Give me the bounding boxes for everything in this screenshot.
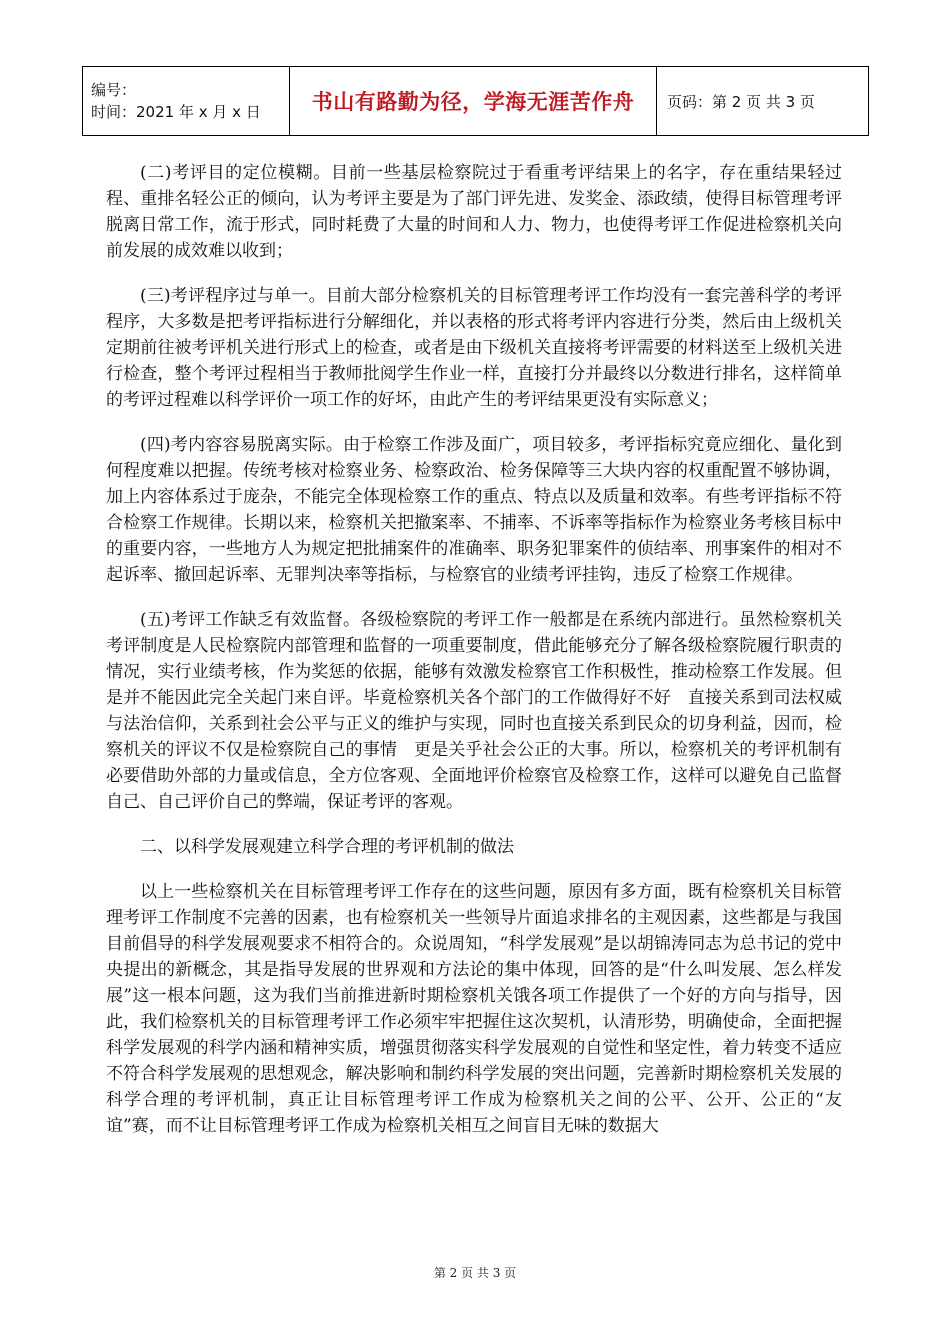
section-heading: 二、以科学发展观建立科学合理的考评机制的做法 [140, 837, 514, 857]
document-number-label: 编号： [91, 81, 137, 99]
page-footer: 第 2 页 共 3 页 [433, 1266, 517, 1280]
paragraph-3: (三)考评程序过与单一。目前大部分检察机关的目标管理考评工作均没有一套完善科学的考评程序，大多数是把考评指标进行分解细化，并以表格的形式将考评内容进行分类，然后由上级机关定期前往被考评机关进行形式上的检查，或者是由下级机关直接将考评需要的材料送至上级机关进行检查，整个考评过程相当于教师批阅学生作业一样，直接打分并最终以分数进行排名，这样简单的考评过程难以科学评价一项工作的好坏，由此产生的考评结果更没有实际意义； [106, 286, 842, 410]
header-motto: 书山有路勤为径，学海无涯苦作舟 [290, 67, 657, 136]
document-body [106, 160, 842, 1158]
header-page-number: 页码：第 2 页 共 3 页 [657, 67, 869, 136]
document-date-label: 时间：2021 年 x 月 x 日 [91, 103, 261, 121]
header-meta [83, 67, 290, 136]
paragraph-2: (二)考评目的定位模糊。目前一些基层检察院过于看重考评结果上的名字，存在重结果轻过程、重排名轻公正的倾向，认为考评主要是为了部门评先进、发奖金、添政绩，使得目标管理考评脱离日常工作，流于形式，同时耗费了大量的时间和人力、物力，也使得考评工作促进检察机关向前发展的成效难以收到； [106, 163, 842, 261]
paragraph-5: (五)考评工作缺乏有效监督。各级检察院的考评工作一般都是在系统内部进行。虽然检察机关考评制度是人民检察院内部管理和监督的一项重要制度，借此能够充分了解各级检察院履行职责的情况，实行业绩考核，作为奖惩的依据，能够有效激发检察官工作积极性，推动检察工作发展。但是并不能因此完全关起门来自评。毕竟检察机关各个部门的工作做得好不好 直接关系到司法权威与法治信仰，关系到社会公平与正义的维护与实现，同时也直接关系到民众的切身利益，因而，检察机关的评议不仅是检察院自己的事情 更是关乎社会公正的大事。所以，检察机关的考评机制有必要借助外部的力量或信息，全方位客观、全面地评价检察官及检察工作，这样可以避免自己监督自己、自己评价自己的弊端，保证考评的客观。 [106, 610, 842, 812]
paragraph-6: 以上一些检察机关在目标管理考评工作存在的这些问题，原因有多方面，既有检察机关目标管理考评工作制度不完善的因素，也有检察机关一些领导片面追求排名的主观因素，这些都是与我国目前倡导的科学发展观要求不相符合的。众说周知，“科学发展观”是以胡锦涛同志为总书记的党中央提出的新概念，其是指导发展的世界观和方法论的集中体现，回答的是“什么叫发展、怎么样发展”这一根本问题，这为我们当前推进新时期检察机关饿各项工作提供了一个好的方向与指导，因此，我们检察机关的目标管理考评工作必须牢牢把握住这次契机，认清形势，明确使命，全面把握科学发展观的科学内涵和精神实质，增强贯彻落实科学发展观的自觉性和坚定性，着力转变不适应不符合科学发展观的思想观念，解决影响和制约科学发展的突出问题，完善新时期检察机关发展的科学合理的考评机制，真正让目标管理考评工作成为检察机关之间的公平、公开、公正的“友谊”赛，而不让目标管理考评工作成为检察机关相互之间盲目无味的数据大 [106, 882, 842, 1136]
document-header [82, 66, 869, 136]
paragraph-4: (四)考内容容易脱离实际。由于检察工作涉及面广，项目较多，考评指标究竟应细化、量化到何程度难以把握。传统考核对检察业务、检察政治、检务保障等三大块内容的权重配置不够协调，加上内容体系过于庞杂，不能完全体现检察工作的重点、特点以及质量和效率。有些考评指标不符合检察工作规律。长期以来，检察机关把撤案率、不捕率、不诉率等指标作为检察业务考核目标中的重要内容，一些地方人为规定把批捕案件的准确率、职务犯罪案件的侦结率、刑事案件的相对不起诉率、撤回起诉率、无罪判决率等指标，与检察官的业绩考评挂钩，违反了检察工作规律。 [106, 435, 842, 585]
